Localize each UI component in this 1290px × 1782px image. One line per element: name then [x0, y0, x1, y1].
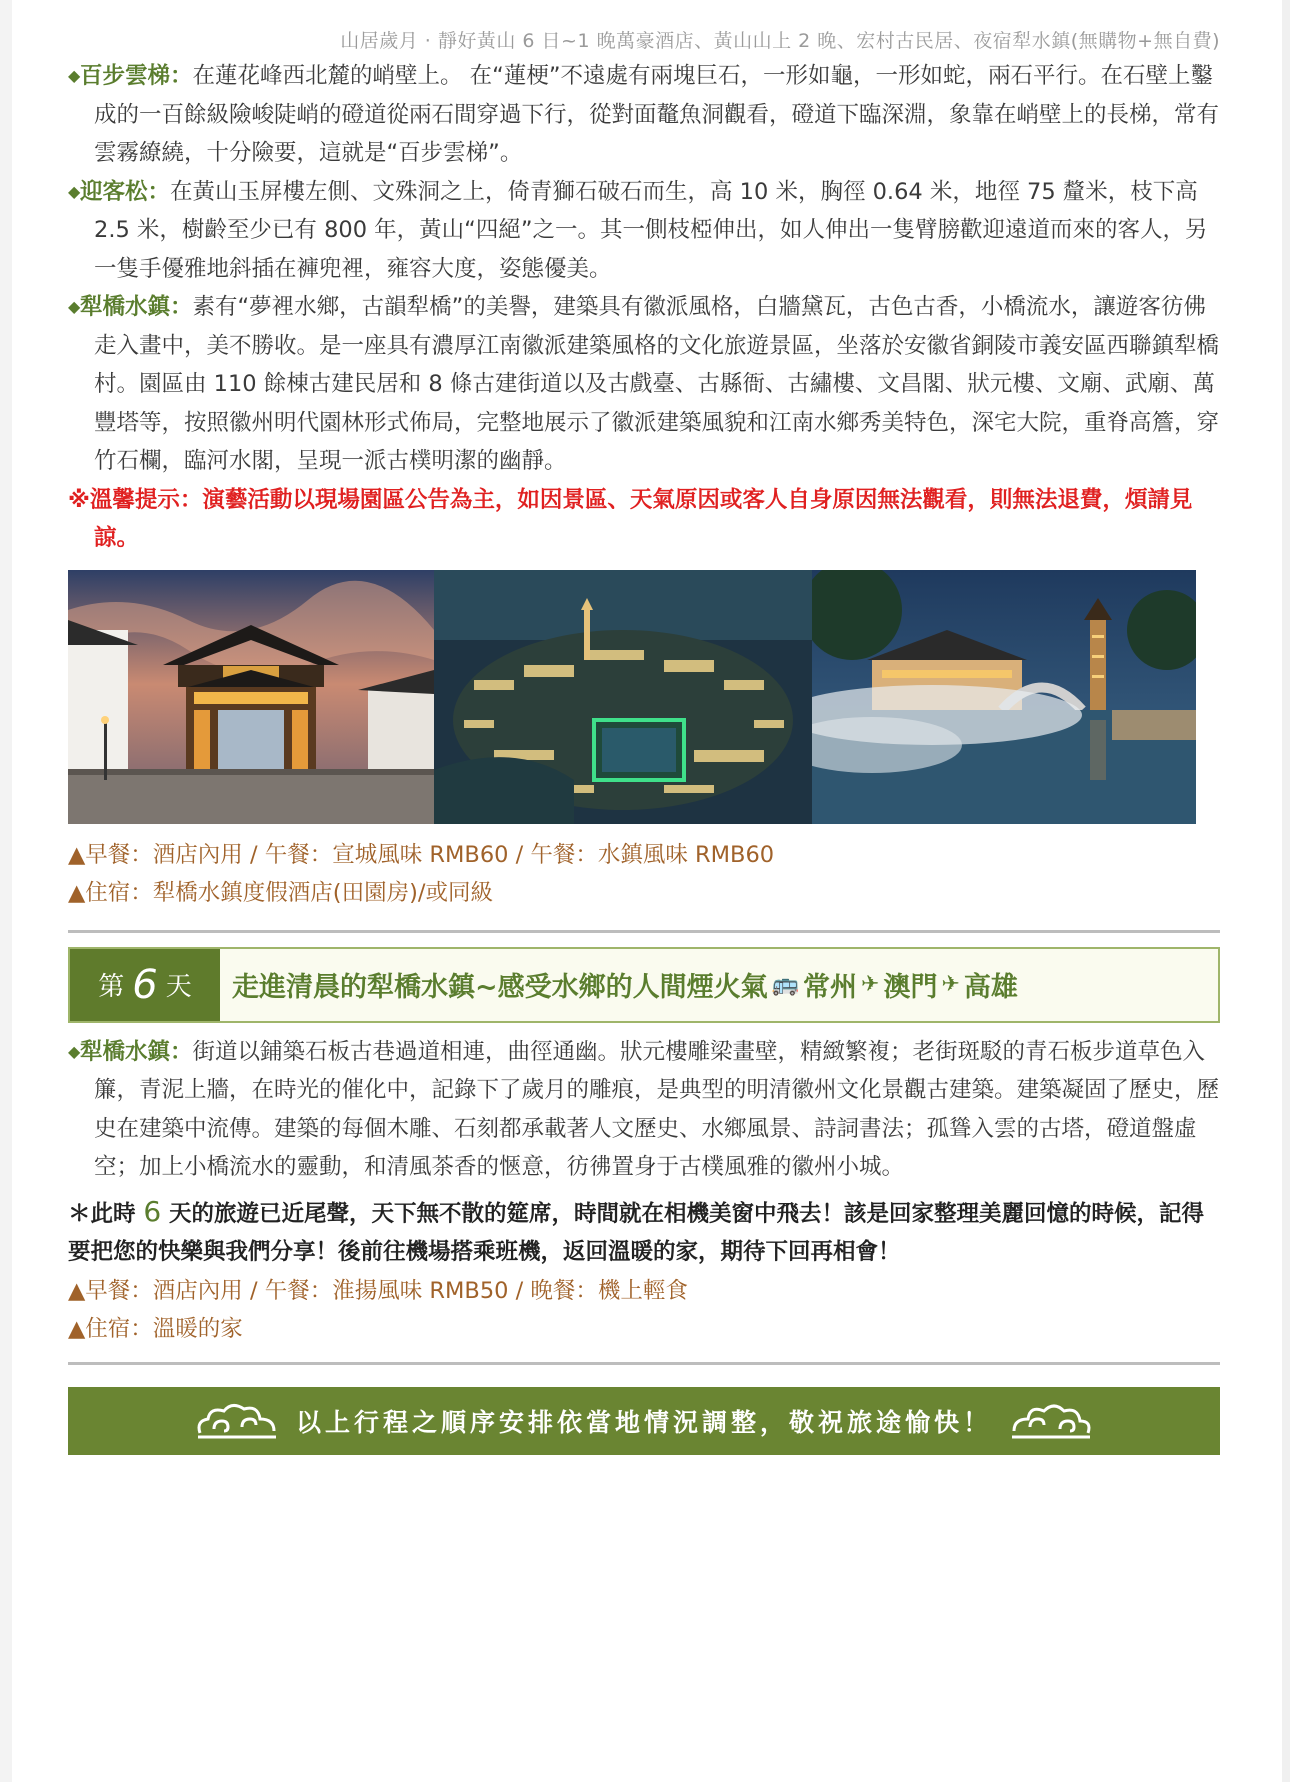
- itinerary-page: [68, 26, 1220, 1455]
- item-baibu-yunti: [68, 57, 1220, 173]
- item-label: 犁橋水鎮：: [80, 1038, 193, 1065]
- day-suffix: 天: [165, 972, 192, 1002]
- plane-icon: ✈: [941, 972, 960, 997]
- photo-misty-bridge-pagoda: [812, 570, 1196, 824]
- day-number: 6: [132, 961, 158, 1008]
- closing-note: [68, 1193, 1220, 1272]
- photo-archway-gate: [68, 570, 434, 824]
- item-liqiao-town: [68, 288, 1220, 481]
- auspicious-cloud-icon: [1006, 1399, 1096, 1443]
- diamond-bullet-icon: ◆: [68, 1041, 81, 1061]
- page-header: 山居歲月 · 靜好黃山 6 日~1 晚萬豪酒店、黃山山上 2 晚、宏村古民居、夜宿犁水鎮(無購物+無自費): [340, 30, 1220, 52]
- note-day-number: 6: [143, 1194, 162, 1228]
- day6-lodging: ▲住宿：溫暖的家: [68, 1315, 243, 1342]
- day6-header: [68, 947, 1220, 1023]
- photo-strip: [68, 570, 1196, 824]
- item-text: 街道以鋪築石板古巷過道相連，曲徑通幽。狀元樓雕梁畫壁，精緻繁複；老街斑駁的青石板步道草色入簾，青泥上牆，在時光的催化中，記錄下了歲月的雕痕，是典型的明清徽州文化景觀古建築。建築凝固了歷史，歷史在建築中流傳。建築的每個木雕、石刻都承載著人文歷史、水鄉風景、詩詞書法；孤聳入雲的古塔，磴道盤虛空；加上小橋流水的靈動，和清風茶香的愜意，彷彿置身于古樸風雅的徽州小城。: [94, 1038, 1220, 1180]
- page-edge-left: [0, 0, 12, 1782]
- item-text: 在蓮花峰西北麓的峭壁上。 在“蓮梗”不遠處有兩塊巨石，一形如龜，一形如蛇，兩石平行。在石壁上鑿成的一百餘級險峻陡峭的磴道從兩石間穿過下行，從對面鼇魚洞觀看，磴道下臨深淵，象靠在峭壁上的長梯，常有雲霧繚繞，十分險要，這就是“百步雲梯”。: [94, 63, 1220, 166]
- footer-banner: [68, 1387, 1220, 1455]
- day6-title-city-2: 澳門: [883, 972, 938, 1003]
- section-divider: [68, 930, 1220, 933]
- day6-title: [220, 949, 1218, 1021]
- item-label: 百步雲梯：: [80, 63, 193, 89]
- item-text: 素有“夢裡水鄉，古韻犁橋”的美譽，建築具有徽派風格，白牆黛瓦，古色古香，小橋流水，讓遊客彷佛走入畫中，美不勝收。是一座具有濃厚江南徽派建築風格的文化旅遊景區，坐落於安徽省銅陵市義安區西聯鎮犁橋村。園區由 110 餘棟古建民居和 8 條古建街道以及古戲臺、古縣衙、古繡樓、文昌閣、狀元樓、文廟、武廟、萬豐塔等，按照徽州明代園林形式佈局，完整地展示了徽派建築風貌和江南水鄉秀美特色，深宅大院，重脊高簷，穿竹石欄，臨河水閣，呈現一派古樸明潔的幽靜。: [94, 294, 1220, 474]
- item-label: 迎客松：: [80, 178, 171, 205]
- item-liqiao-town-day6: [68, 1033, 1220, 1187]
- plane-icon: ✈: [861, 972, 880, 997]
- warning-note: ※溫馨提示：演藝活動以現場園區公告為主，如因景區、天氣原因或客人自身原因無法觀看，則無法退費，煩請見諒。: [68, 486, 1193, 551]
- item-label: 犁橋水鎮：: [80, 294, 193, 320]
- bus-icon: 🚌: [771, 972, 800, 997]
- footer-text: 以上行程之順序安排依當地情況調整，敬祝旅途愉快！: [295, 1407, 992, 1437]
- photo-aerial-night-town: [434, 570, 812, 824]
- page-edge-right: [1282, 0, 1290, 1782]
- day5-lodging: ▲住宿：犁橋水鎮度假酒店(田園房)/或同級: [68, 879, 493, 906]
- section-divider: [68, 1362, 1220, 1365]
- day6-title-city-1: 常州: [803, 972, 858, 1003]
- note-lead: ＊此時: [68, 1200, 136, 1227]
- note-body: 天的旅遊已近尾聲，天下無不散的筵席，時間就在相機美窗中飛去！該是回家整理美麗回憶的時候，記得要把您的快樂與我們分享！後前往機場搭乘班機，返回溫暖的家，期待下回再相會！: [68, 1200, 1205, 1265]
- day5-meals: ▲早餐：酒店內用 / 午餐：宣城風味 RMB60 / 午餐：水鎮風味 RMB60: [68, 841, 775, 868]
- day6-title-city-3: 高雄: [963, 972, 1018, 1003]
- day6-meals: ▲早餐：酒店內用 / 午餐：淮揚風味 RMB50 / 晚餐：機上輕食: [68, 1277, 688, 1304]
- item-text: 在黃山玉屏樓左側、文殊洞之上，倚青獅石破石而生，高 10 米，胸徑 0.64 米，地徑 75 釐米，枝下高 2.5 米，樹齡至少已有 800 年，黃山“四絕”之一。其一側枝椏伸出，如人伸出一隻臂膀歡迎遠道而來的客人，另一隻手優雅地斜插在褲兜裡，雍容大度，姿態優美。: [94, 178, 1208, 282]
- auspicious-cloud-icon: [192, 1399, 282, 1443]
- day6-title-main: 走進清晨的犁橋水鎮~感受水鄉的人間煙火氣: [232, 972, 768, 1003]
- diamond-bullet-icon: ◆: [68, 181, 81, 201]
- item-yingke-song: [68, 173, 1220, 289]
- day-prefix: 第: [98, 972, 125, 1002]
- day6-badge: [70, 949, 220, 1021]
- diamond-bullet-icon: ◆: [68, 297, 81, 316]
- diamond-bullet-icon: ◆: [68, 66, 81, 85]
